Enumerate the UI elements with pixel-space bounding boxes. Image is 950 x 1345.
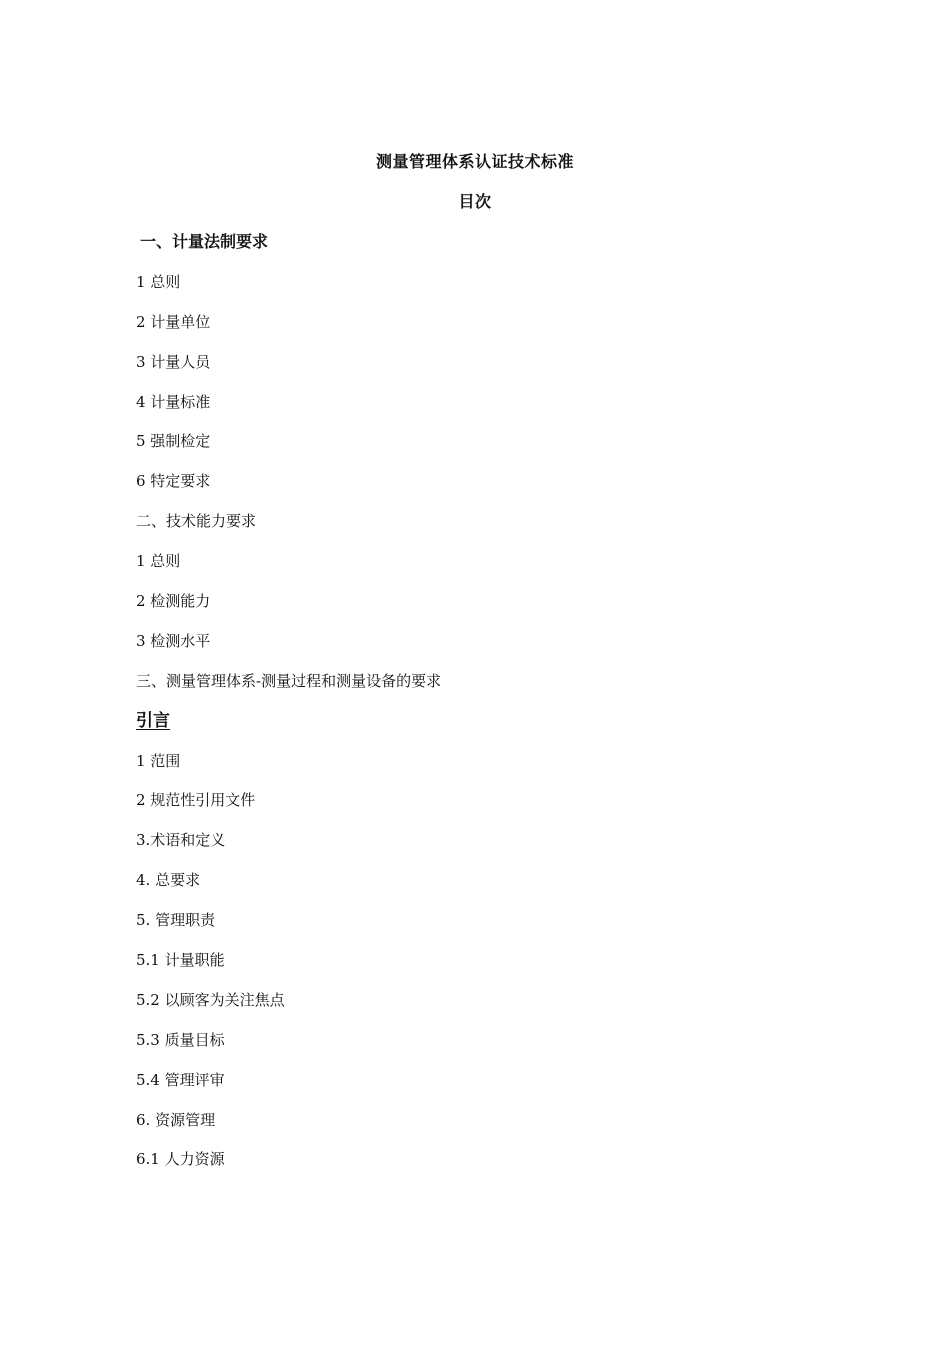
toc-entry: 2 规范性引用文件 (136, 791, 256, 810)
toc-entry: 二、技术能力要求 (136, 512, 257, 531)
toc-entry: 3 计量人员 (136, 352, 211, 371)
toc-entry: 4 计量标准 (136, 392, 211, 411)
toc-entry: 2 计量单位 (136, 312, 211, 331)
toc-entry: 1 总则 (136, 552, 181, 571)
toc-entry: 1 范围 (136, 751, 181, 770)
toc-entry: 5.1 计量职能 (136, 951, 225, 970)
toc-entry: 2 检测能力 (136, 592, 211, 611)
toc-entry: 6. 资源管理 (136, 1110, 216, 1129)
toc-entry: 5.3 质量目标 (136, 1030, 225, 1049)
toc-entry: 5. 管理职责 (136, 911, 216, 930)
toc-entry: 5.2 以顾客为关注焦点 (136, 990, 285, 1009)
toc-entry: 1 总则 (136, 272, 181, 291)
document-title: 测量管理体系认证技术标准 (375, 152, 574, 171)
table-of-contents (136, 231, 836, 1188)
toc-entry: 6.1 人力资源 (136, 1150, 225, 1169)
toc-entry: 5.4 管理评审 (136, 1070, 225, 1089)
toc-entry: 3 检测水平 (136, 631, 211, 650)
toc-heading: 目次 (458, 192, 492, 211)
toc-entry: 一、计量法制要求 (140, 232, 269, 251)
toc-entry: 引言 (136, 710, 170, 731)
toc-entry: 三、测量管理体系-测量过程和测量设备的要求 (136, 671, 442, 690)
toc-entry: 4. 总要求 (136, 871, 201, 890)
toc-entry: 3.术语和定义 (136, 831, 226, 850)
toc-entry: 5 强制检定 (136, 432, 211, 451)
toc-entry: 6 特定要求 (136, 472, 211, 491)
